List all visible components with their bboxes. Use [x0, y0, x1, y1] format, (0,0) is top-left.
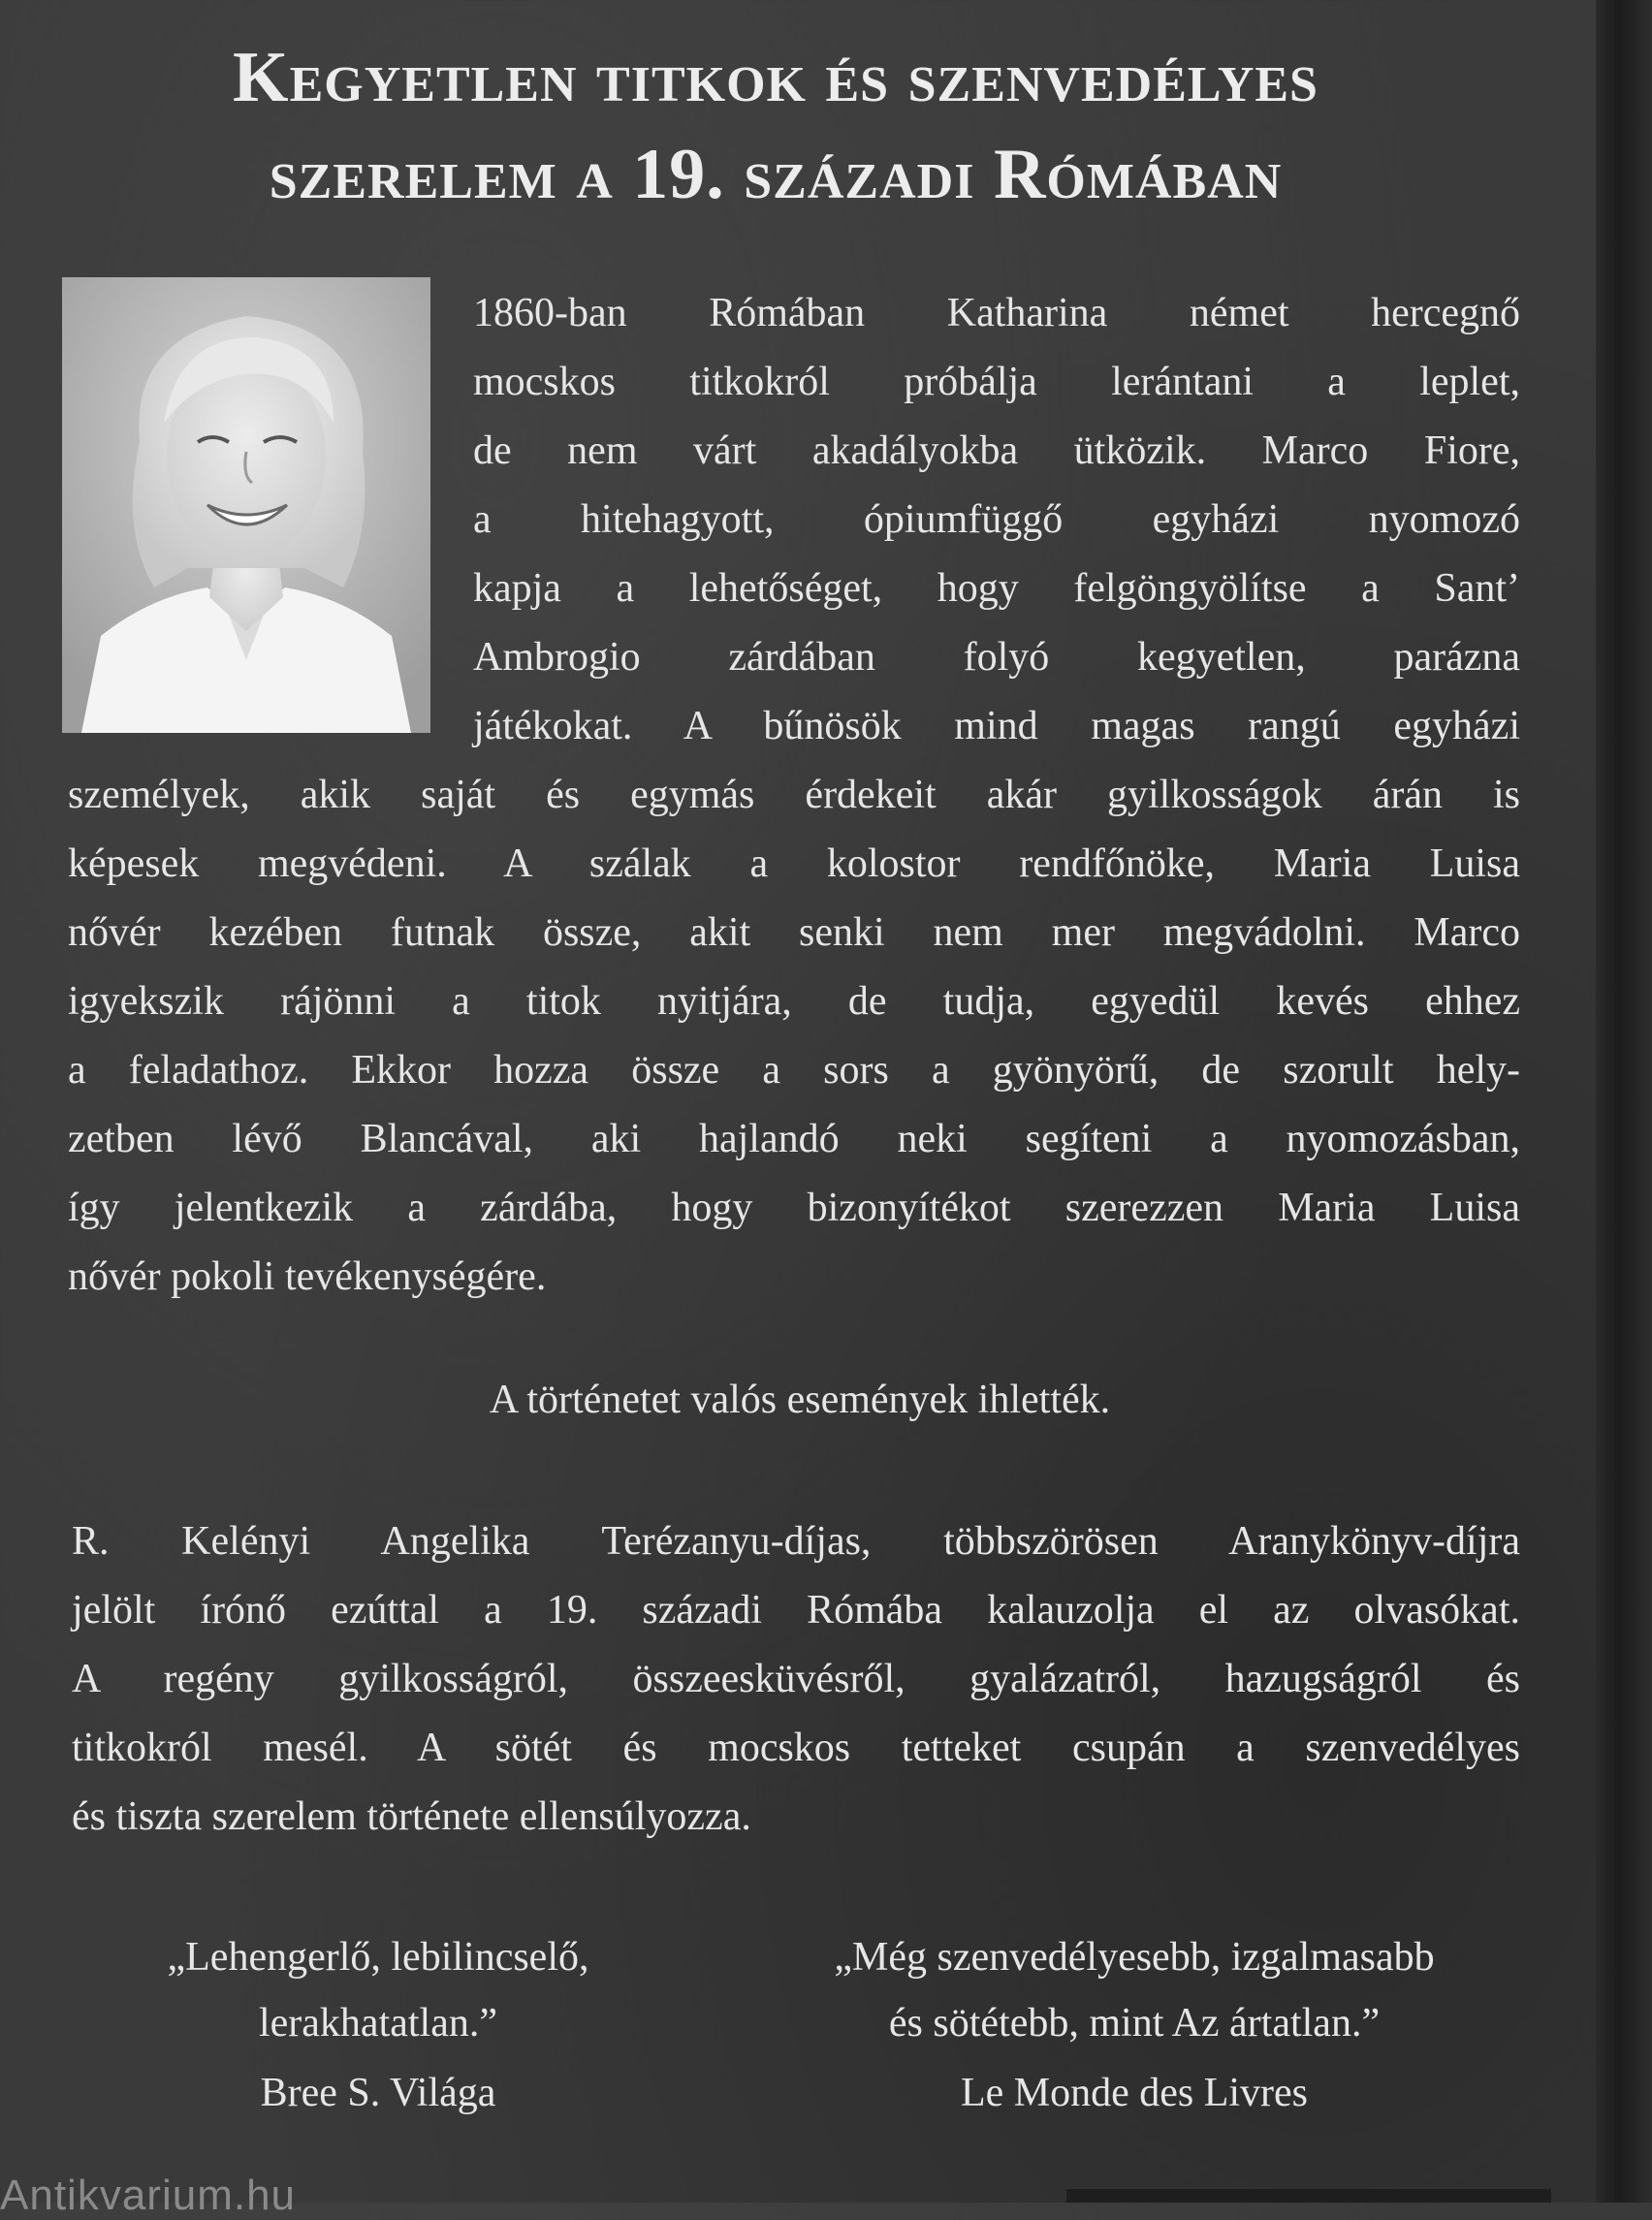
quote-source: Le Monde des Livres: [960, 2071, 1309, 2115]
watermark: Antikvarium.hu: [0, 2172, 297, 2219]
headline-line-1: Kegyetlen titkok és szenvedélyes: [233, 38, 1318, 117]
quote-text: és sötétebb, mint Az ártatlan.”: [888, 2001, 1381, 2046]
blurb-line: személyek, akik saját és egymás érdekeit akár gyilkosságok árán is: [68, 773, 1520, 817]
blurb-line: igyekszik rájönni a titok nyitjára, de tudja, egyedül kevés ehhez: [68, 979, 1520, 1024]
barcode-area-edge: [1066, 2189, 1551, 2203]
blurb-line: a feladathoz. Ekkor hozza össze a sors a gyönyörű, de szorult hely-: [68, 1048, 1520, 1093]
author-photo-icon: [62, 277, 430, 733]
bio-line: R. Kelényi Angelika Terézanyu-díjas, többszörösen Aranykönyv-díjra: [72, 1519, 1520, 1564]
spine-edge: [1596, 0, 1652, 2203]
blurb-line: zetben lévő Blancával, aki hajlandó neki segíteni a nyomozásban,: [68, 1117, 1520, 1161]
blurb-line: így jelentkezik a zárdába, hogy bizonyítékot szerezzen Maria Luisa: [68, 1186, 1520, 1230]
quote-source: Bree S. Világa: [260, 2071, 496, 2115]
headline: [58, 29, 1493, 223]
blurb-line: nővér pokoli tevékenységére.: [68, 1254, 547, 1299]
blurb-line: nővér kezében futnak össze, akit senki nem mer megvádolni. Marco: [68, 910, 1520, 955]
bio-line: és tiszta szerelem története ellensúlyozza.: [72, 1794, 751, 1839]
bio-line: titkokról mesél. A sötét és mocskos tetteket csupán a szenvedélyes: [72, 1726, 1520, 1770]
inspired-note: A történetet valós események ihlették.: [489, 1378, 1111, 1422]
blurb-full-width: [68, 761, 1520, 1312]
bio-line: A regény gyilkosságról, összeesküvésről, gyalázatról, hazugságról és: [72, 1657, 1520, 1701]
headline-line-2: szerelem a 19. századi Rómában: [269, 135, 1283, 214]
quote-text: lerakhatatlan.”: [258, 2001, 497, 2046]
blurb-line: játékokat. A bűnösök mind magas rangú egyházi: [473, 704, 1520, 748]
blurb-right-column: [473, 279, 1520, 761]
blurb-line: 1860-ban Rómában Katharina német hercegnő: [473, 291, 1520, 335]
author-photo: [62, 277, 430, 733]
author-bio: [72, 1507, 1520, 1852]
review-quote-left: [78, 1924, 679, 2126]
blurb-line: de nem várt akadályokba ütközik. Marco Fiore,: [473, 428, 1520, 473]
blurb-line: a hitehagyott, ópiumfüggő egyházi nyomozó: [473, 497, 1520, 542]
quote-text: „Még szenvedélyesebb, izgalmasabb: [834, 1935, 1435, 1980]
blurb-line: mocskos titkokról próbálja lerántani a leplet,: [473, 360, 1520, 404]
bio-line: jelölt írónő ezúttal a 19. századi Rómába kalauzolja el az olvasókat.: [72, 1588, 1520, 1633]
quote-text: „Lehengerlő, lebilincselő,: [167, 1935, 589, 1980]
blurb-line: képesek megvédeni. A szálak a kolostor rendfőnöke, Maria Luisa: [68, 841, 1520, 886]
blurb-line: Ambrogio zárdában folyó kegyetlen, parázna: [473, 635, 1520, 680]
review-quote-right: [717, 1924, 1551, 2126]
blurb-line: kapja a lehetőséget, hogy felgöngyölítse a Sant’: [473, 566, 1520, 611]
